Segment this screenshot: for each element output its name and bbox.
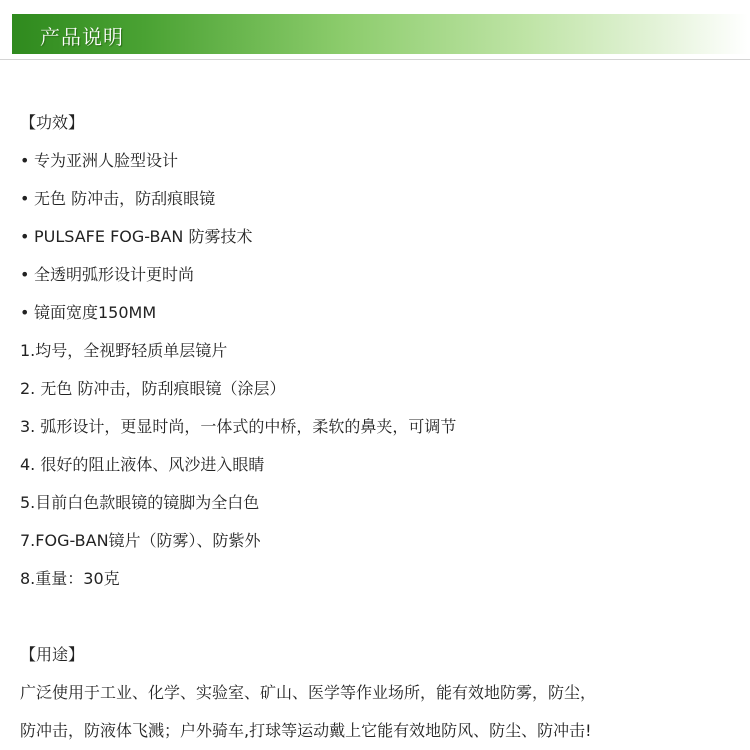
usage-heading: 【用途】 xyxy=(20,645,85,664)
usage-text-line: 广泛使用于工业、化学、实验室、矿山、医学等作业场所，能有效地防雾，防尘， xyxy=(20,683,597,702)
usage-text-line: 防冲击，防液体飞溅；户外骑车,打球等运动戴上它能有效地防风、防尘、防冲击! xyxy=(20,721,592,740)
section-spacer xyxy=(20,598,740,636)
bullet-text: 全透明弧形设计更时尚 xyxy=(34,265,195,284)
section-header-bar xyxy=(12,14,748,54)
efficacy-numbered-item: 5.目前白色款眼镜的镜脚为全白色 xyxy=(20,493,260,512)
efficacy-numbered-item: 2. 无色 防冲击，防刮痕眼镜（涂层） xyxy=(20,379,286,398)
bullet-text: 无色 防冲击，防刮痕眼镜 xyxy=(34,189,216,208)
bullet-icon: • xyxy=(20,189,30,208)
bullet-icon: • xyxy=(20,303,30,322)
efficacy-numbered-item: 7.FOG-BAN镜片（防雾）、防紫外 xyxy=(20,531,261,550)
bullet-icon: • xyxy=(20,265,30,284)
efficacy-bullet-item xyxy=(20,180,740,218)
efficacy-numbered-item: 1.均号，全视野轻质单层镜片 xyxy=(20,341,228,360)
bullet-text: 专为亚洲人脸型设计 xyxy=(34,151,179,170)
description-content xyxy=(20,104,740,750)
efficacy-bullet-item xyxy=(20,142,740,180)
bullet-icon: • xyxy=(20,151,30,170)
efficacy-numbered-item: 4. 很好的阻止液体、风沙进入眼睛 xyxy=(20,455,265,474)
efficacy-bullet-item xyxy=(20,294,740,332)
bullet-text: 镜面宽度150MM xyxy=(34,303,157,322)
section-title: 产品说明 xyxy=(40,25,124,49)
efficacy-bullet-item xyxy=(20,256,740,294)
efficacy-heading: 【功效】 xyxy=(20,113,85,132)
efficacy-bullet-item xyxy=(20,218,740,256)
efficacy-numbered-item: 8.重量：30克 xyxy=(20,569,120,588)
bullet-text: PULSAFE FOG-BAN 防雾技术 xyxy=(34,227,253,246)
header-divider xyxy=(0,59,750,60)
bullet-icon: • xyxy=(20,227,30,246)
efficacy-numbered-item: 3. 弧形设计，更显时尚，一体式的中桥，柔软的鼻夹，可调节 xyxy=(20,417,457,436)
